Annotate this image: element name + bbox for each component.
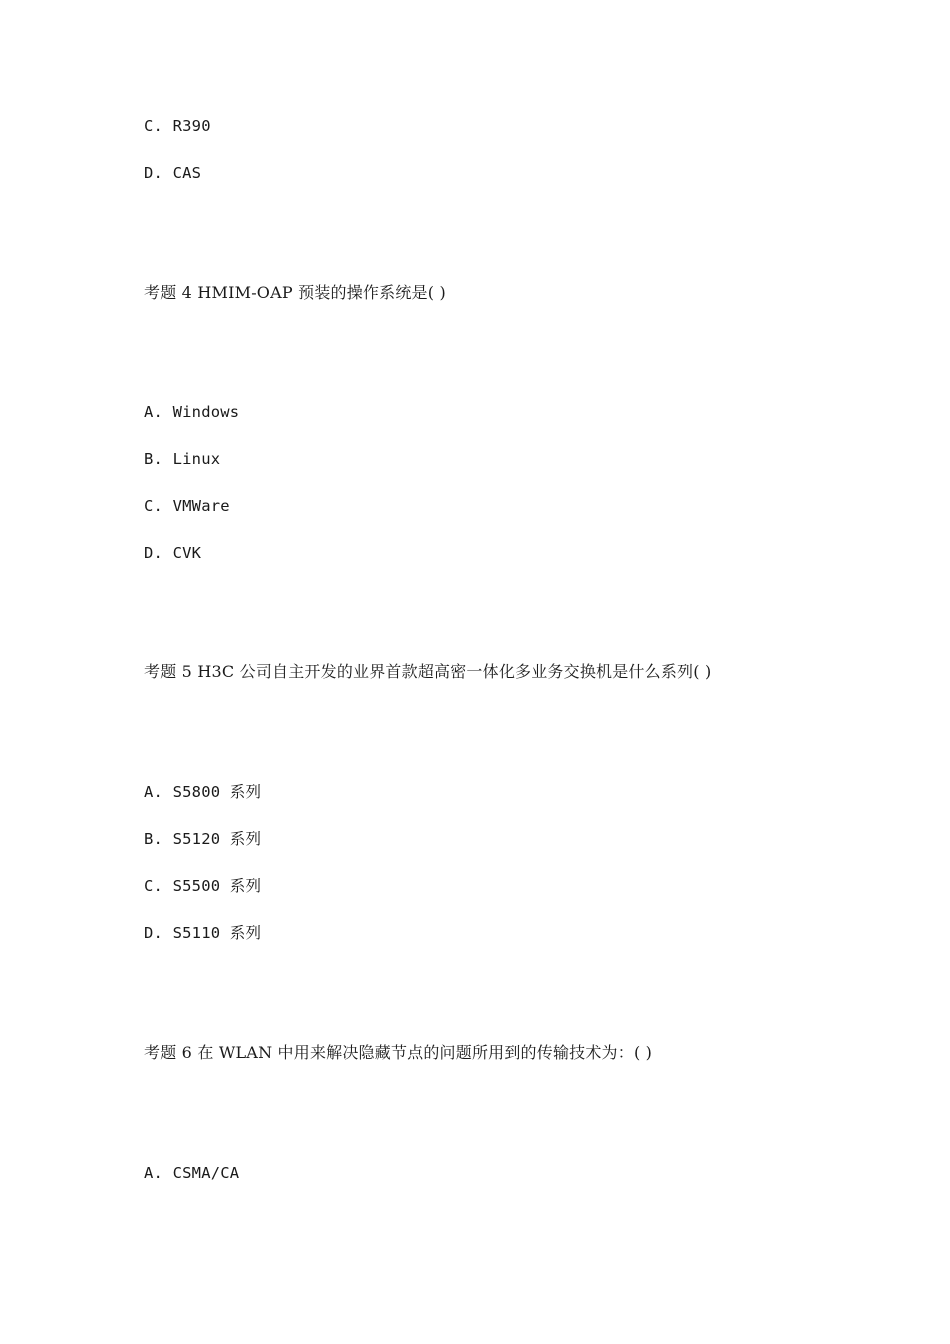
question-4-option-a: A. Windows	[144, 403, 240, 421]
question-5-option-c: C. S5500 系列	[144, 877, 262, 895]
question-5-option-d: D. S5110 系列	[144, 924, 262, 942]
question-5-option-b: B. S5120 系列	[144, 830, 262, 848]
question-5-text: 考题 5 H3C 公司自主开发的业界首款超高密一体化多业务交换机是什么系列( )	[144, 662, 712, 681]
question-5-option-a: A. S5800 系列	[144, 783, 262, 801]
question-6-option-a: A. CSMA/CA	[144, 1164, 240, 1182]
option-c-r390: C. R390	[144, 117, 211, 135]
question-4-option-b: B. Linux	[144, 450, 221, 468]
question-4-option-c: C. VMWare	[144, 497, 230, 515]
question-4-text: 考题 4 HMIM-OAP 预装的操作系统是( )	[144, 283, 446, 302]
question-4-option-d: D. CVK	[144, 544, 202, 562]
option-d-cas: D. CAS	[144, 164, 202, 182]
question-6-text: 考题 6 在 WLAN 中用来解决隐藏节点的问题所用到的传输技术为：( )	[144, 1043, 653, 1062]
